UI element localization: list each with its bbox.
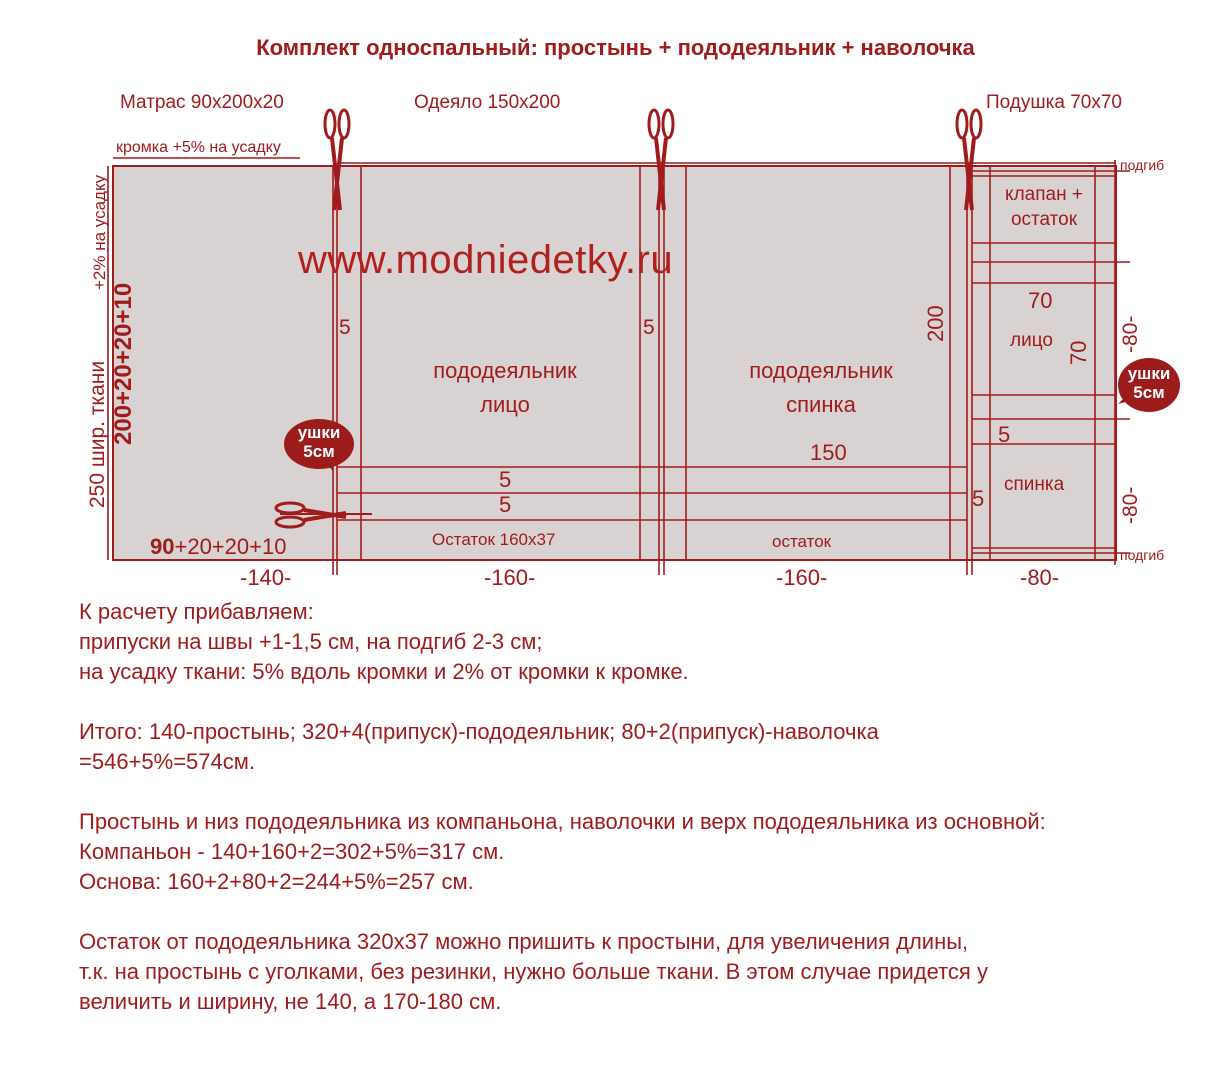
note-line: т.к. на простынь с уголками, без резинки, нужно больше ткани. В этом случае придется у (79, 959, 988, 984)
note-line (79, 687, 1046, 717)
strip-2-label: 5 (499, 492, 512, 517)
mattress-label: Матрас 90х200х20 (120, 92, 284, 113)
pillow-back-label: спинка (1004, 474, 1065, 495)
pillow-label: Подушка 70х70 (986, 92, 1122, 113)
flap-label: клапан + остаток (1005, 184, 1083, 230)
note-line: =546+5%=574см. (79, 749, 255, 774)
pillow-strip-2-label: 5 (972, 486, 985, 511)
bottom-dim-80: -80- (1020, 565, 1060, 590)
page-title: Комплект односпальный: простынь + пододеяльник + наволочка (256, 35, 975, 60)
duvet-back-label: пододеяльник (749, 358, 893, 383)
bottom-dim-140: -140- (240, 565, 292, 590)
note-line: К расчету прибавляем: (79, 599, 314, 624)
note-line: припуски на швы +1-1,5 см, на подгиб 2-3 см; (79, 629, 543, 654)
height-200-label: 200 (923, 305, 948, 342)
dim-80-bottom-label: -80- (1119, 486, 1142, 524)
pillow-width-label: 70 (1028, 288, 1053, 313)
note-line: величить и ширину, не 140, а 170-180 см. (79, 989, 502, 1014)
side-shrink-label: +2% на усадку (90, 174, 109, 290)
sheet-bottom-formula-bold: 90 (150, 534, 175, 559)
pillow-face-label: лицо (1010, 330, 1053, 351)
seam-left-label: 5 (339, 316, 351, 339)
duvet-front-label: пододеяльник (433, 358, 577, 383)
note-line (79, 897, 1046, 927)
ears-left-bubble: ушки 5см (284, 419, 354, 469)
dim-80-top-label: -80- (1119, 315, 1142, 353)
bottom-dim-160-b: -160- (776, 565, 828, 590)
note-line: Основа: 160+2+80+2=244+5%=257 см. (79, 869, 474, 894)
seam-mid-label: 5 (643, 316, 655, 339)
duvet-front-sub-label: лицо (480, 392, 530, 417)
note-line: на усадку ткани: 5% вдоль кромки и 2% от кромки к кромке. (79, 659, 689, 684)
note-line: Итого: 140-простынь; 320+4(припуск)-пододеяльник; 80+2(припуск)-наволочка (79, 719, 879, 744)
ears-right-bubble: ушки 5см (1118, 358, 1180, 412)
width-150-label: 150 (810, 440, 847, 465)
pillow-height-label: 70 (1066, 340, 1091, 365)
note-line (79, 777, 1046, 807)
note-line: Остаток от пододеяльника 320х37 можно пришить к простыни, для увеличения длины, (79, 929, 969, 954)
edge-shrink-label: кромка +5% на усадку (116, 139, 281, 156)
pillow-strip-label: 5 (998, 422, 1011, 447)
note-line: Компаньон - 140+160+2=302+5%=317 см. (79, 839, 505, 864)
calculation-notes (79, 597, 1046, 1017)
fabric-panel (113, 166, 1116, 560)
duvet-back-sub-label: спинка (786, 392, 856, 417)
strip-1-label: 5 (499, 467, 512, 492)
fabric-width-label: 250 шир. ткани (86, 360, 109, 508)
fold-top-label: подгиб (1120, 157, 1165, 173)
remainder-right-label: остаток (772, 532, 832, 551)
fold-bottom-label: подгиб (1120, 547, 1165, 563)
bottom-dim-160-a: -160- (484, 565, 536, 590)
remainder-left-label: Остаток 160х37 (432, 530, 556, 549)
website-watermark: www.modniedetky.ru (298, 238, 674, 282)
sheet-bottom-formula (150, 534, 286, 560)
sheet-bottom-formula-rest: +20+20+10 (174, 534, 287, 559)
note-line: Простынь и низ пододеяльника из компаньона, наволочки и верх пододеяльника из основной: (79, 809, 1046, 834)
blanket-label: Одеяло 150х200 (414, 92, 561, 113)
sheet-width-formula: 200+20+20+10 (110, 282, 137, 445)
